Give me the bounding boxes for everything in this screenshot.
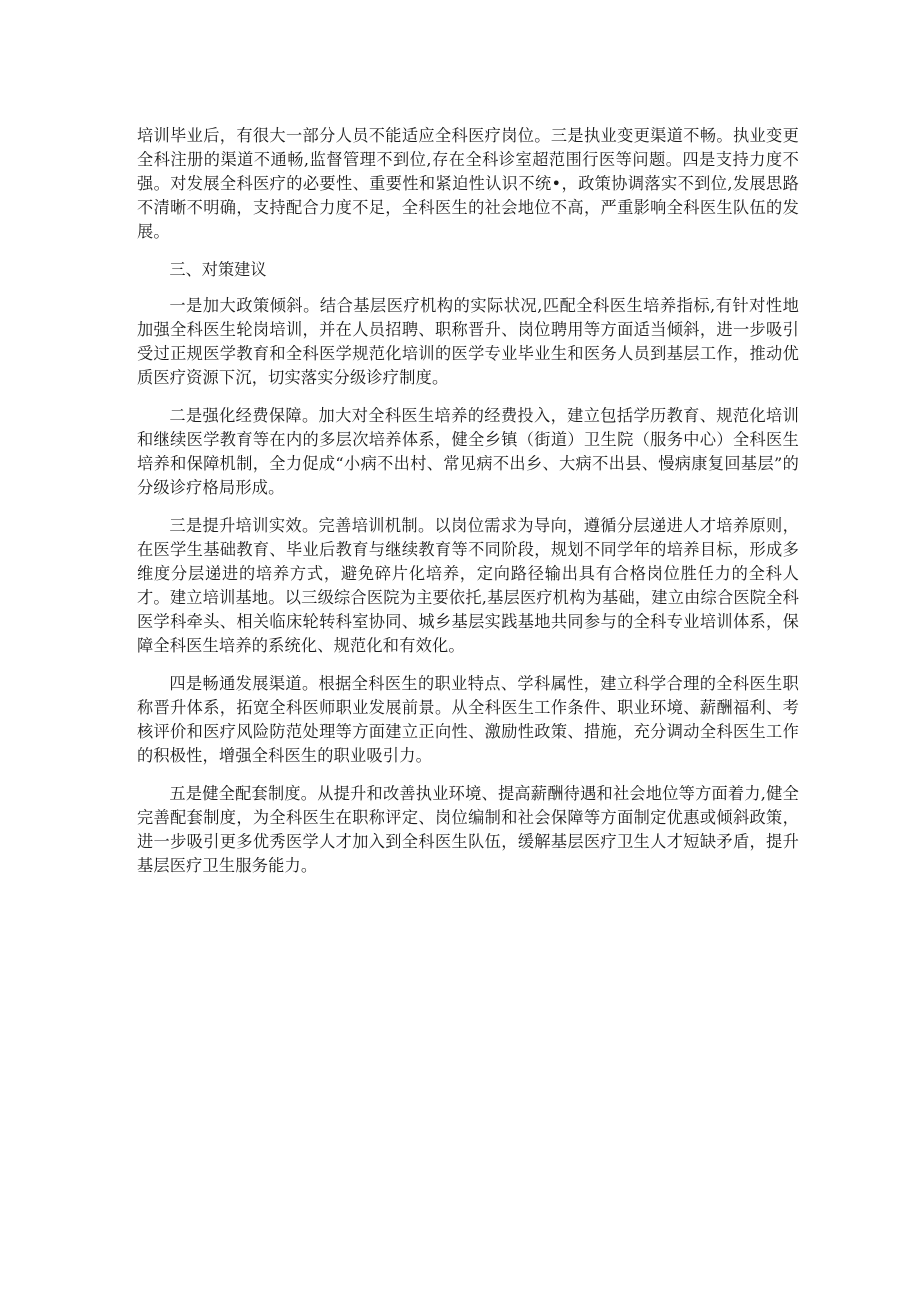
document-page [137,124,799,892]
paragraph-policy-tilt: 一是加大政策倾斜。结合基层医疗机构的实际状况,匹配全科医生培养指标,有针对性地加强全科医生轮岗培训，并在人员招聘、职称晋升、岗位聘用等方面适当倾斜，进一步吸引受过正规医学教育和全科医学规范化培训的医学专业毕业生和医务人员到基层工作，推动优质医疗资源下沉，切实落实分级诊疗制度。 [137,296,799,387]
paragraph-funding-guarantee: 二是强化经费保障。加大对全科医生培养的经费投入，建立包括学历教育、规范化培训和继续医学教育等在内的多层次培养体系，健全乡镇（街道）卫生院（服务中心）全科医生培养和保障机制，全力促成“小病不出村、常见病不出乡、大病不出县、慢病康复回基层”的分级诊疗格局形成。 [137,406,799,497]
continuation-paragraph: 培训毕业后，有很大一部分人员不能适应全科医疗岗位。三是执业变更渠道不畅。执业变更全科注册的渠道不通畅,监督管理不到位,存在全科诊室超范围行医等问题。四是支持力度不强。对发展全科医疗的必要性、重要性和紧迫性认识不统•，政策协调落实不到位,发展思路不清晰不明确，支持配合力度不足，全科医生的社会地位不高，严重影响全科医生队伍的发展。 [137,126,799,241]
section-heading: 三、对策建议 [169,260,267,279]
paragraph-development-channels: 四是畅通发展渠道。根据全科医生的职业特点、学科属性，建立科学合理的全科医生职称晋升体系，拓宽全科医师职业发展前景。从全科医生工作条件、职业环境、薪酬福利、考核评价和医疗风险防范处理等方面建立正向性、激励性政策、措施，充分调动全科医生工作的积极性，增强全科医生的职业吸引力。 [137,674,799,765]
paragraph-training-effectiveness: 三是提升培训实效。完善培训机制。以岗位需求为导向，遵循分层递进人才培养原则，在医学生基础教育、毕业后教育与继续教育等不同阶段，规划不同学年的培养目标，形成多维度分层递进的培养方式，避免碎片化培养，定向路径输出具有合格岗位胜任力的全科人才。建立培训基地。以三级综合医院为主要依托,基层医疗机构为基础，建立由综合医院全科医学科牵头、相关临床轮转科室协同、城乡基层实践基地共同参与的全科专业培训体系，保障全科医生培养的系统化、规范化和有效化。 [137,516,799,655]
paragraph-supporting-systems: 五是健全配套制度。从提升和改善执业环境、提高薪酬待遇和社会地位等方面着力,健全完善配套制度，为全科医生在职称评定、岗位编制和社会保障等方面制定优惠或倾斜政策，进一步吸引更多优秀医学人才加入到全科医生队伍，缓解基层医疗卫生人才短缺矛盾，提升基层医疗卫生服务能力。 [137,784,799,875]
